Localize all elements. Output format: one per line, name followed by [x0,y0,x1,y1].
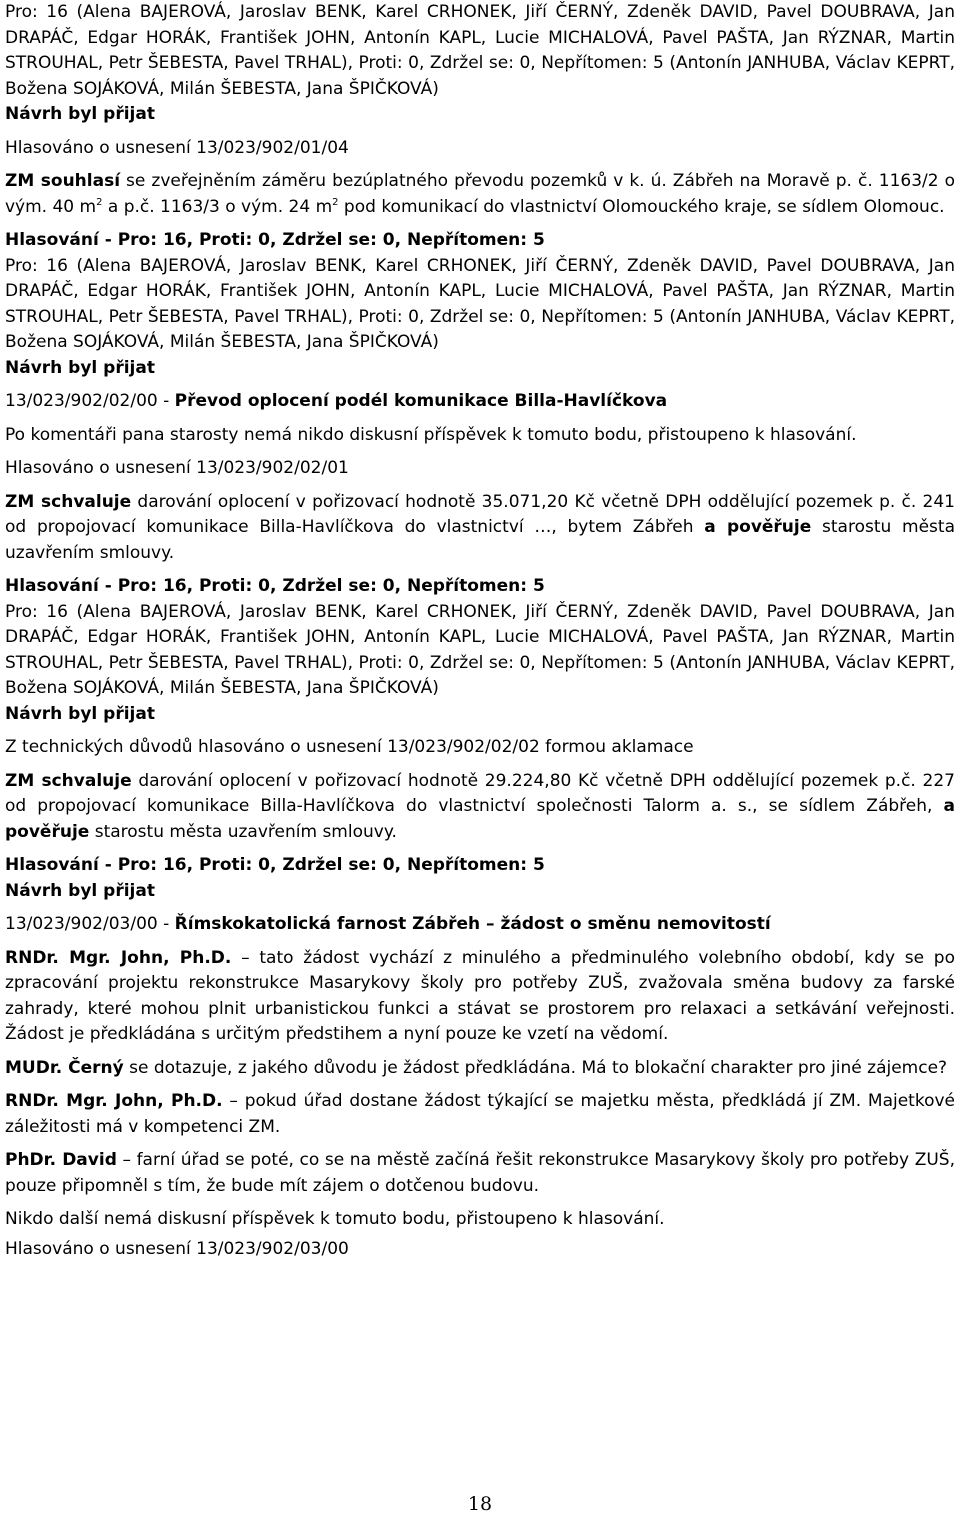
document-page [5,0,955,1262]
speaker-name: MUDr. Černý [5,1057,124,1078]
motion-passed: Návrh byl přijat [5,104,155,124]
paragraph: Nikdo další nemá diskusní příspěvek k tomuto bodu, přistoupeno k hlasování. [5,1209,665,1229]
vote-detail: Pro: 16 (Alena BAJEROVÁ, Jaroslav BENK, Karel CRHONEK, Jiří ČERNÝ, Zdeněk DAVID, Pavel DOUBRAVA, Jan DRAPÁČ, Edgar HORÁK, František JOHN, Antonín KAPL, Lucie MICHALOVÁ, Pavel PAŠTA, Jan RÝZNAR, Martin STROUHAL, Petr ŠEBESTA, Pavel TRHAL), Proti: 0, Zdržel se: 0, Nepřítomen: 5 (Antonín JANHUBA, Václav KEPRT, Božena SOJÁKOVÁ, Milán ŠEBESTA, Jana ŠPIČKOVÁ) [5,601,955,698]
section-heading [5,912,955,938]
paragraph: Po komentáři pana starosty nemá nikdo diskusní příspěvek k tomuto bodu, přistoupeno k hlasování. [5,424,857,445]
resolution-text: ZM schvaluje darování oplocení v pořizovací hodnotě 29.224,80 Kč včetně DPH oddělující pozemek p.č. 227 od propojovací komunikace Billa-Havlíčkova do vlastnictví společnosti Talorm a. s., se sídlem Zábřeh, a pověřuje starostu města uzavřením smlouvy. [5,770,955,842]
motion-passed: Návrh byl přijat [5,880,155,901]
section-heading [5,389,955,415]
resolution-reference: Z technických důvodů hlasováno o usnesení 13/023/902/02/02 formou aklamace [5,737,694,757]
superscript: 2 [96,196,103,208]
discussion-paragraph: RNDr. Mgr. John, Ph.D. – pokud úřad dostane žádost týkající se majetku města, předkládá jí ZM. Majetkové záležitosti má v kompetenci ZM. [5,1091,955,1137]
vote-summary: Hlasování - Pro: 16, Proti: 0, Zdržel se: 0, Nepřítomen: 5 [5,855,545,875]
vote-summary: Hlasování - Pro: 16, Proti: 0, Zdržel se: 0, Nepřítomen: 5 [5,230,545,250]
motion-passed: Návrh byl přijat [5,703,155,724]
vote-detail: Pro: 16 (Alena BAJEROVÁ, Jaroslav BENK, Karel CRHONEK, Jiří ČERNÝ, Zdeněk DAVID, Pavel DOUBRAVA, Jan DRAPÁČ, Edgar HORÁK, František JOHN, Antonín KAPL, Lucie MICHALOVÁ, Pavel PAŠTA, Jan RÝZNAR, Martin STROUHAL, Petr ŠEBESTA, Pavel TRHAL), Proti: 0, Zdržel se: 0, Nepřítomen: 5 (Antonín JANHUBA, Václav KEPRT, Božena SOJÁKOVÁ, Milán ŠEBESTA, Jana ŠPIČKOVÁ) [5,2,955,99]
discussion-paragraph: MUDr. Černý se dotazuje, z jakého důvodu je žádost předkládána. Má to blokační charakter pro jiné zájemce? [5,1057,948,1078]
section-number: 13/023/902/02/00 - [5,391,175,411]
resolution-reference: Hlasováno o usnesení 13/023/902/03/00 [5,1238,349,1259]
resolution-text: ZM souhlasí se zveřejněním záměru bezúplatného převodu pozemků v k. ú. Zábřeh na Moravě p. č. 1163/2 o vým. 40 $m^2$ a p.č. 1163/3 o vým. 24 $m^2$ pod komunikací do vlastnictví Olomouckého kraje, se sídlem Olomouc. [5,171,955,217]
resolution-reference: Hlasováno o usnesení 13/023/902/02/01 [5,458,349,478]
discussion-paragraph: RNDr. Mgr. John, Ph.D. – tato žádost vychází z minulého a předminulého volebního období, kdy se po zpracování projektu rekonstrukce Masarykovy školy pro potřeby ZUŠ, zvažovala směna budovy za farské zahrady, které mohou plnit urbanistickou funkci a stávat se prostorem pro relaxaci a setkávání veřejnosti. Žádost je předkládána s určitým předstihem a nyní pouze ke vzetí na vědomí. [5,947,955,1044]
resolution-verb: ZM schvaluje [5,491,132,512]
resolution-reference: Hlasováno o usnesení 13/023/902/01/04 [5,137,349,158]
speaker-name: RNDr. Mgr. John, Ph.D. [5,947,232,968]
section-title: Převod oplocení podél komunikace Billa-Havlíčkova [174,391,668,411]
resolution-text: ZM schvaluje darování oplocení v pořizovací hodnotě 35.071,20 Kč včetně DPH oddělující pozemek p. č. 241 od propojovací komunikace Billa-Havlíčkova do vlastnictví …, bytem Zábřeh a pověřuje starostu města uzavřením smlouvy. [5,491,955,563]
discussion-paragraph: PhDr. David – farní úřad se poté, co se na městě začíná řešit rekonstrukce Masarykovy školy pro potřeby ZUŠ, pouze připomněl s tím, že bude mít zájem o dotčenou budovu. [5,1150,955,1196]
speaker-name: PhDr. David [5,1150,117,1170]
section-number: 13/023/902/03/00 - [5,914,175,934]
vote-detail: Pro: 16 (Alena BAJEROVÁ, Jaroslav BENK, Karel CRHONEK, Jiří ČERNÝ, Zdeněk DAVID, Pavel DOUBRAVA, Jan DRAPÁČ, Edgar HORÁK, František JOHN, Antonín KAPL, Lucie MICHALOVÁ, Pavel PAŠTA, Jan RÝZNAR, Martin STROUHAL, Petr ŠEBESTA, Pavel TRHAL), Proti: 0, Zdržel se: 0, Nepřítomen: 5 (Antonín JANHUBA, Václav KEPRT, Božena SOJÁKOVÁ, Milán ŠEBESTA, Jana ŠPIČKOVÁ) [5,255,955,352]
vote-summary: Hlasování - Pro: 16, Proti: 0, Zdržel se: 0, Nepřítomen: 5 [5,576,545,596]
speaker-name: RNDr. Mgr. John, Ph.D. [5,1091,223,1111]
section-title: Římskokatolická farnost Zábřeh – žádost o směnu nemovitostí [174,914,771,934]
resolution-verb: ZM schvaluje [5,770,132,791]
superscript: 2 [332,196,339,208]
resolution-verb: ZM souhlasí [5,171,121,191]
motion-passed: Návrh byl přijat [5,357,155,378]
page-number: 18 [467,1493,493,1515]
